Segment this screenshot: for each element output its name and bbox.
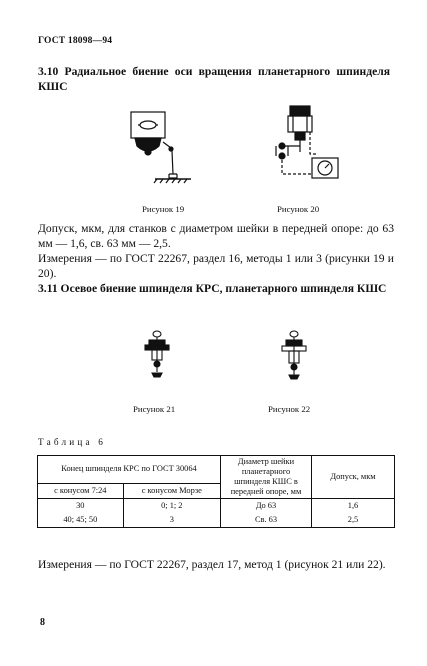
measurement-paragraph-1: Измерения — по ГОСТ 22267, раздел 16, методы 1 или 3 (рисунки 19 и 20).: [38, 252, 394, 280]
measurement-paragraph-2: Измерения — по ГОСТ 22267, раздел 17, метод 1 (рисунок 21 или 22).: [38, 558, 386, 571]
table-cell: Св. 63: [221, 513, 312, 528]
figure-20-drawing: [272, 104, 352, 184]
figure-21-drawing: [141, 330, 173, 380]
section-3-10-heading: 3.10 Радиальное биение оси вращения планетарного шпинделя КШС: [38, 65, 390, 93]
table-header-group: Конец шпинделя КРС по ГОСТ 30064: [38, 456, 221, 484]
section-3-11-heading: 3.11 Осевое биение шпинделя КРС, планетарного шпинделя КШС: [38, 282, 387, 295]
table-cell: До 63: [221, 499, 312, 514]
table-row: [38, 499, 395, 514]
table-cell: 40; 45; 50: [38, 513, 124, 528]
figure-19-caption: Рисунок 19: [142, 204, 185, 214]
table-row: [38, 513, 395, 528]
figure-22-caption: Рисунок 22: [268, 404, 311, 414]
figure-19-drawing: [125, 106, 195, 186]
tolerance-table: [37, 455, 395, 528]
table-header-tolerance: Допуск, мкм: [312, 456, 395, 499]
table-cell: 0; 1; 2: [123, 499, 220, 514]
table-cell: 30: [38, 499, 124, 514]
figure-20-caption: Рисунок 20: [277, 204, 320, 214]
tolerance-paragraph: Допуск, мкм, для станков с диаметром шейки в передней опоре: до 63 мм — 1,6, св. 63 мм — 2,5.: [38, 222, 394, 250]
table-cell: 3: [123, 513, 220, 528]
document-header: ГОСТ 18098—94: [38, 36, 113, 46]
table-header-morse-taper: с конусом Морзе: [123, 483, 220, 498]
table-cell: 2,5: [312, 513, 395, 528]
table-cell: 1,6: [312, 499, 395, 514]
table-title: Таблица 6: [38, 437, 107, 447]
table-header-taper-724: с конусом 7:24: [38, 483, 124, 498]
figure-21-caption: Рисунок 21: [133, 404, 176, 414]
figure-22-drawing: [278, 330, 310, 382]
table-header-diameter: Диаметр шейки планетарного шпинделя КШС в передней опоре, мм: [221, 456, 312, 499]
page-number: 8: [40, 617, 45, 628]
